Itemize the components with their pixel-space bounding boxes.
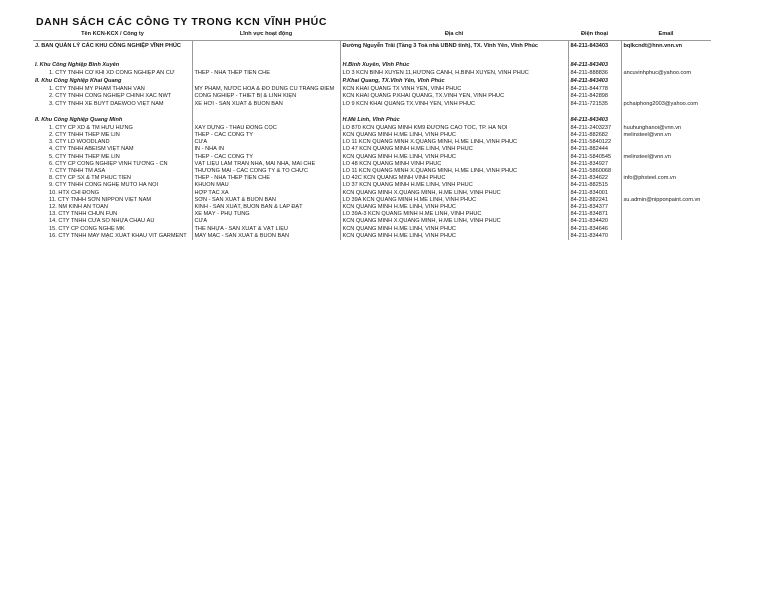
cell-email: [621, 77, 711, 86]
cell-email: [621, 218, 711, 225]
cell-company: [33, 108, 192, 116]
cell-company: 3. CTY TNHH XE BUÝT DAEWOO VIỆT NAM: [49, 100, 164, 107]
cell-field: XE MÁY - PHỤ TÙNG: [192, 211, 340, 218]
cell-email: [621, 233, 711, 240]
cell-email: [621, 108, 711, 116]
cell-field: THÉP - NHÀ THÉP TIỀN CHẾ: [192, 70, 340, 77]
cell-company: 15. CTY CP CÔNG NGHỆ MK: [49, 225, 125, 232]
table-row: [33, 226, 711, 233]
header-phone: Điện thoại: [568, 30, 621, 41]
cell-company: 10. HTX CHI ĐÔNG: [49, 189, 100, 196]
cell-company: 5. CTY TNHH THÉP MÊ LIN: [49, 153, 120, 160]
cell-address: KCN KHAI QUANG P.KHAI QUANG, TX.VĨNH YÊN, VĨNH PHÚC: [340, 93, 568, 100]
management-row: [33, 41, 711, 54]
cell-phone: 84-211-882515: [568, 182, 621, 189]
cell-email: su.admin@nipponpaint.com.vn: [621, 197, 711, 204]
cell-address: LÔ 11 KCN QUANG MINH X.QUANG MINH, H.MÊ LINH, VĨNH PHÚC: [340, 139, 568, 146]
cell-company: 3. CTY LD WOODLAND: [49, 139, 110, 146]
cell-field: SƠN - SẢN XUẤT & BUÔN BÁN: [192, 197, 340, 204]
cell-field: THƯƠNG MẠI - CÁC CÔNG TY & TỔ CHỨC: [192, 168, 340, 175]
cell-email: [621, 226, 711, 233]
table-row: [33, 190, 711, 197]
cell-address: KCN QUANG MINH H.MÊ LINH, VĨNH PHÚC: [340, 132, 568, 139]
cell-field: [192, 116, 340, 125]
cell-company: 7. CTY TNHH TM ASA: [49, 168, 106, 175]
cell-field: IN - NHÀ IN: [192, 146, 340, 153]
cell-address: LÔ 37 KCN QUANG MINH H.MÊ LINH, VĨNH PHÚC: [340, 182, 568, 189]
cell-field: CỬA: [192, 218, 340, 225]
cell-phone: 84-211-843403: [568, 116, 621, 125]
cell-email: melinsteel@vnn.vn: [621, 154, 711, 161]
cell-address: KCN KHAI QUANG TX VĨNH YÊN, VĨNH PHÚC: [340, 86, 568, 93]
cell-address: LÔ 39A KCN QUANG MINH H.MÊ LINH, VĨNH PHÚC: [340, 197, 568, 204]
cell-phone: 84-211-843403: [568, 61, 621, 70]
cell-field: [192, 41, 340, 54]
cell-company: 1. CTY TNHH MỸ PHẨM THÀNH VÂN: [49, 86, 145, 93]
cell-phone: 84-211-834470: [568, 233, 621, 240]
table-row: [33, 154, 711, 161]
cell-field: [192, 77, 340, 86]
table-row: [33, 182, 711, 189]
cell-phone: 84-211-834420: [568, 218, 621, 225]
cell-field: KÍNH - SẢN XUẤT, BUÔN BÁN & LẮP ĐẶT: [192, 204, 340, 211]
table-row: [33, 146, 711, 153]
cell-phone: 84-211-882444: [568, 146, 621, 153]
cell-email: [621, 61, 711, 70]
header-field: Lĩnh vực hoạt động: [192, 30, 340, 41]
cell-address: LÔ 3 KCN BÌNH XUYÊN 11,HƯƠNG CANH, H.BÌNH XUYÊN, VĨNH PHÚC: [340, 70, 568, 77]
cell-email: bqlkcndt@hnn.vnn.vn: [621, 41, 711, 54]
cell-email: [621, 161, 711, 168]
cell-field: [192, 53, 340, 61]
cell-phone: 84-211-5840545: [568, 154, 621, 161]
table-row: [33, 93, 711, 100]
cell-email: [621, 53, 711, 61]
cell-company: 6. CTY CP CÔNG NGHIỆP VĨNH TƯỜNG - CN: [49, 160, 168, 167]
table-row: [33, 125, 711, 132]
cell-email: [621, 190, 711, 197]
table-row: [33, 168, 711, 175]
group-row: [33, 61, 711, 70]
table-row: [33, 218, 711, 225]
cell-company: 1. CTY CP XD & TM HỮU HƯNG: [49, 124, 133, 131]
cell-phone: 84-211-834871: [568, 211, 621, 218]
cell-company: 16. CTY TNHH MAY MẶC XUẤT KHẨU VIT GARMENT: [49, 232, 187, 239]
table-row: [33, 161, 711, 168]
cell-field: CỬA: [192, 139, 340, 146]
cell-field: THÉP - CÁC CÔNG TY: [192, 132, 340, 139]
group-row: [33, 77, 711, 86]
cell-company: 1. CTY TNHH CƠ KHÍ XD CÔNG NGHIỆP AN CƯ: [49, 70, 175, 76]
cell-phone: 84-211-844778: [568, 86, 621, 93]
page-title: DANH SÁCH CÁC CÔNG TY TRONG KCN VĨNH PHÚC: [36, 16, 327, 28]
cell-company: I. Khu Công Nghiệp Bình Xuyên: [35, 61, 120, 68]
spacer-row: [33, 108, 711, 116]
cell-address: LÔ 47 KCN QUANG MINH H.MÊ LINH, VĨNH PHÚC: [340, 146, 568, 153]
cell-phone: 84-211-5860068: [568, 168, 621, 175]
header-address: Địa chỉ: [340, 30, 568, 41]
cell-field: THẺ NHỰA - SẢN XUẤT & VẬT LIỆU: [192, 226, 340, 233]
group-row: [33, 116, 711, 125]
cell-address: KCN QUANG MINH H.MÊ LINH, VĨNH PHÚC: [340, 233, 568, 240]
table-row: [33, 197, 711, 204]
cell-phone: 84-211-882682: [568, 132, 621, 139]
table-row: [33, 132, 711, 139]
cell-email: [621, 211, 711, 218]
cell-field: VẬT LIỆU LÀM TRẦN NHÀ, MÁI NHÀ, MÁI CHE: [192, 161, 340, 168]
cell-address: LÔ 9 KCN KHAI QUANG TX.VĨNH YÊN, VĨNH PHÚC: [340, 101, 568, 108]
table-row: [33, 175, 711, 182]
cell-email: [621, 182, 711, 189]
cell-email: melinsteel@vnn.vn: [621, 132, 711, 139]
cell-field: XÂY DỰNG - THẦU ĐÓNG CỌC: [192, 125, 340, 132]
cell-address: LÔ 42C KCN QUANG MINH VĨNH PHÚC: [340, 175, 568, 182]
cell-company: II. Khu Công Nghiệp Khai Quang: [35, 78, 122, 85]
cell-company: 9. CTY TNHH CÔNG NGHỆ MUTO HÀ NỘI: [49, 182, 159, 189]
header-email: Email: [621, 30, 711, 41]
cell-address: [340, 108, 568, 116]
cell-phone: 84-211-843403: [568, 77, 621, 86]
cell-phone: 84-211-834927: [568, 161, 621, 168]
cell-company: J. BAN QUẢN LÝ CÁC KHU CÔNG NGHIỆP VĨNH PHÚC: [35, 43, 181, 50]
cell-email: [621, 93, 711, 100]
table-row: [33, 139, 711, 146]
cell-phone: 84-211-843403: [568, 41, 621, 54]
cell-phone: 84-211-834001: [568, 190, 621, 197]
table-row: [33, 233, 711, 240]
cell-company: 14. CTY TNHH CỬA SỔ NHỰA CHÂU ÂU: [49, 218, 155, 225]
cell-phone: 84-211-834646: [568, 226, 621, 233]
cell-address: Đường Nguyễn Trãi (Tầng 3 Toà nhà UBND tỉnh), TX. Vĩnh Yên, Vĩnh Phúc: [340, 41, 568, 54]
cell-address: [340, 53, 568, 61]
cell-email: ancuvinhphuc@yahoo.com: [621, 70, 711, 77]
cell-company: 12. NM KÍNH AN TOÀN: [49, 204, 108, 211]
cell-address: LÔ 11 KCN QUANG MINH X.QUANG MINH, H.MÊ LINH, VĨNH PHÚC: [340, 168, 568, 175]
cell-company: 2. CTY TNHH THÉP MÊ LIN: [49, 132, 120, 139]
cell-field: THÉP - CÁC CÔNG TY: [192, 154, 340, 161]
cell-field: [192, 108, 340, 116]
cell-company: 11. CTY TNHH SƠN NIPPON VIỆT NAM: [49, 196, 151, 203]
cell-company: II. Khu Công Nghiệp Quang Minh: [35, 116, 123, 123]
cell-phone: 84-211-834622: [568, 175, 621, 182]
cell-field: MAY MẶC - SẢN XUẤT & BUÔN BÁN: [192, 233, 340, 240]
cell-phone: 84-211-2403237: [568, 125, 621, 132]
cell-address: KCN QUANG MINH H.MÊ LINH, VĨNH PHÚC: [340, 226, 568, 233]
cell-phone: 84-211-834377: [568, 204, 621, 211]
cell-email: [621, 86, 711, 93]
cell-email: info@phsteel.com.vn: [621, 175, 711, 182]
cell-phone: 84-211-882241: [568, 197, 621, 204]
cell-email: [621, 116, 711, 125]
table-row: [33, 211, 711, 218]
cell-field: HỢP TÁC XÃ: [192, 190, 340, 197]
cell-address: P.Khai Quang, TX.Vĩnh Yên, Vĩnh Phúc: [340, 77, 568, 86]
cell-phone: 84-211-842898: [568, 93, 621, 100]
table-body: [33, 41, 711, 241]
cell-address: LÔ 48 KCN QUANG MINH VĨNH PHÚC: [340, 161, 568, 168]
cell-address: LÔ 870 KCN QUANG MINH KM9 ĐƯỜNG CAO TỐC, TP. HÀ NỘI: [340, 125, 568, 132]
cell-email: [621, 204, 711, 211]
header-company: Tên KCN-KCX / Công ty: [33, 30, 192, 41]
cell-company: 2. CTY TNHH CÔNG NGHIỆP CHÍNH XÁC NWT: [49, 93, 172, 100]
cell-company: 8. CTY CP SX & TM PHÚC TIẾN: [49, 175, 131, 182]
cell-field: [192, 61, 340, 70]
table-row: [33, 204, 711, 211]
cell-company: 4. CTY TNHH ABEISM VIỆT NAM: [49, 146, 134, 153]
cell-address: LÔ 39A-3 KCN QUANG MINH H.MÊ LINH, VĨNH PHÚC: [340, 211, 568, 218]
cell-phone: 84-211-721535: [568, 101, 621, 108]
cell-company: [33, 53, 192, 61]
cell-address: KCN QUANG MINH H.MÊ LINH, VĨNH PHÚC: [340, 204, 568, 211]
cell-phone: 84-211-5840122: [568, 139, 621, 146]
cell-email: [621, 168, 711, 175]
cell-address: KCN QUANG MINH H.MÊ LINH, VĨNH PHÚC: [340, 154, 568, 161]
table-header-row: [33, 30, 711, 41]
cell-field: KHUÔN MẪU: [192, 182, 340, 189]
cell-field: MỸ PHẨM, NƯỚC HOA & ĐỒ DÙNG CÙ TRANG ĐIỂM: [192, 86, 340, 93]
table-row: [33, 101, 711, 108]
table-row: [33, 86, 711, 93]
cell-email: pchaiphong2003@yahoo.com: [621, 101, 711, 108]
cell-company: 13. CTY TNHH CHUN FUN: [49, 211, 118, 218]
cell-email: huuhunghanoi@vnn.vn: [621, 125, 711, 132]
cell-field: XE HƠI - SẢN XUẤT & BUÔN BÁN: [192, 101, 340, 108]
cell-address: KCN QUANG MINH X.QUANG MINH, H.MÊ LINH, VĨNH PHÚC: [340, 218, 568, 225]
cell-email: [621, 139, 711, 146]
cell-phone: [568, 53, 621, 61]
cell-email: [621, 146, 711, 153]
cell-phone: [568, 108, 621, 116]
cell-phone: 84-211-888836: [568, 70, 621, 77]
cell-field: THÉP - NHÀ THÉP TIỀN CHẾ: [192, 175, 340, 182]
cell-address: H.Bình Xuyên, Vĩnh Phúc: [340, 61, 568, 70]
companies-table: [33, 30, 711, 240]
cell-field: CÔNG NGHIỆP - THIẾT BỊ & LINH KIỆN: [192, 93, 340, 100]
table-row: [33, 70, 711, 77]
spacer-row: [33, 53, 711, 61]
cell-address: KCN QUANG MINH X.QUANG MINH, H.MÊ LINH, VĨNH PHÚC: [340, 190, 568, 197]
cell-address: H.Mê Linh, Vĩnh Phúc: [340, 116, 568, 125]
